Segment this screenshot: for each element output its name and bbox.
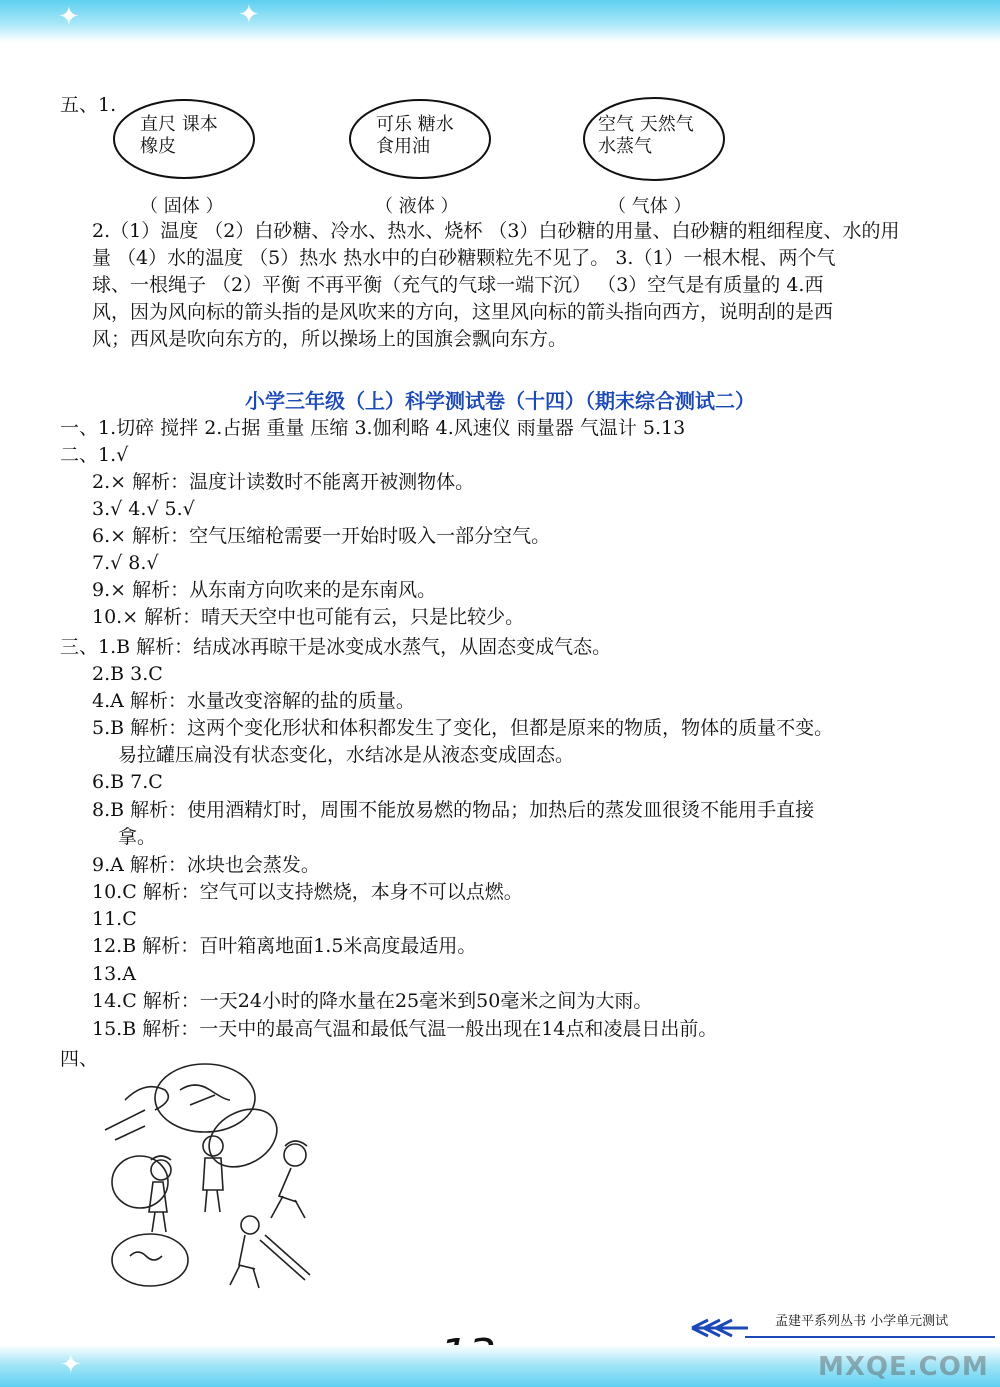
oval-line2: 食用油 xyxy=(376,136,430,157)
oval-shape xyxy=(112,98,256,180)
answer-line: 10.× 解析：晴天天空中也可能有云，只是比较少。 xyxy=(92,606,525,628)
section5-line: 风，因为风向标的箭头指的是风吹来的方向，这里风向标的箭头指向西方，说明刮的是西 xyxy=(92,301,834,323)
answer-line: 一、1.切碎 搅拌 2.占据 重量 压缩 3.伽利略 4.风速仪 雨量器 气温计 5.13 xyxy=(60,417,686,439)
section5-line: 量 （4）水的温度 （5）热水 热水中的白砂糖颗粒先不见了。 3.（1）一根木棍、两个气 xyxy=(92,247,836,269)
answer-line: 9.× 解析：从东南方向吹来的是东南风。 xyxy=(92,579,437,601)
oval-line2: 橡皮 xyxy=(140,136,176,157)
answer-line: 12.B 解析：百叶箱离地面1.5米高度最适用。 xyxy=(92,935,477,957)
oval-line1: 空气 天然气 xyxy=(598,114,694,135)
oval-solid xyxy=(112,98,256,180)
answer-line: 2.× 解析：温度计读数时不能离开被测物体。 xyxy=(92,471,475,493)
answer-line: 2.B 3.C xyxy=(92,663,163,685)
footer-rule xyxy=(745,1336,995,1338)
answer-line: 10.C 解析：空气可以支持燃烧，本身不可以点燃。 xyxy=(92,881,523,903)
answer-line: 15.B 解析：一天中的最高气温和最低气温一般出现在14点和凌晨日出前。 xyxy=(92,1018,718,1040)
answer-line: 二、1.√ xyxy=(60,444,129,466)
section5-label: 五、1. xyxy=(60,94,117,116)
answer-line: 4.A 解析：水量改变溶解的盐的质量。 xyxy=(92,690,415,712)
answer-line: 6.B 7.C xyxy=(92,771,163,793)
test-title: 小学三年级（上）科学测试卷（十四）（期末综合测试二） xyxy=(245,389,755,413)
answer-line: 13.A xyxy=(92,963,136,985)
children-illustration xyxy=(95,1060,355,1300)
answer-line: 6.× 解析：空气压缩枪需要一开始时吸入一部分空气。 xyxy=(92,525,551,547)
watermark: MXQE.COM xyxy=(818,1352,989,1382)
caption-liquid: （ 液体 ） xyxy=(375,196,459,217)
answer-line: 11.C xyxy=(92,908,137,930)
answer-line: 三、1.B 解析：结成冰再晾干是冰变成水蒸气，从固态变成气态。 xyxy=(60,636,612,658)
section4-label: 四、 xyxy=(60,1048,99,1070)
answer-line: 7.√ 8.√ xyxy=(92,552,159,574)
sparkle-icon: ✦ xyxy=(60,1350,82,1380)
section5-line: 风；西风是吹向东方的，所以操场上的国旗会飘向东方。 xyxy=(92,328,568,350)
answer-line: 8.B 解析：使用酒精灯时，周围不能放易燃的物品；加热后的蒸发皿很烫不能用手直接 xyxy=(92,799,815,821)
top-decorative-band xyxy=(0,0,1000,42)
oval-line2: 水蒸气 xyxy=(598,136,652,157)
answer-line: 9.A 解析：冰块也会蒸发。 xyxy=(92,854,320,876)
answer-line: 14.C 解析：一天24小时的降水量在25毫米到50毫米之间为大雨。 xyxy=(92,990,653,1012)
oval-liquid xyxy=(348,98,492,180)
answer-line: 3.√ 4.√ 5.√ xyxy=(92,498,195,520)
footer-series-text: 孟建平系列丛书 小学单元测试 xyxy=(775,1314,949,1329)
arrow-icon xyxy=(690,1318,750,1340)
oval-line1: 直尺 课本 xyxy=(140,114,218,135)
oval-line1: 可乐 糖水 xyxy=(376,114,454,135)
sparkle-icon: ✦ xyxy=(58,2,80,32)
section5-line: 2.（1）温度 （2）白砂糖、冷水、热水、烧杯 （3）白砂糖的用量、白砂糖的粗细程度、水的用 xyxy=(92,220,900,242)
oval-gas xyxy=(582,96,726,182)
answer-line: 5.B 解析：这两个变化形状和体积都发生了变化，但都是原来的物质，物体的质量不变。 xyxy=(92,717,834,739)
section5-line: 球、一根绳子 （2）平衡 不再平衡（充气的气球一端下沉） （3）空气是有质量的 4.西 xyxy=(92,274,824,296)
answer-line: 拿。 xyxy=(118,826,157,848)
caption-solid: （ 固体 ） xyxy=(140,196,224,217)
sparkle-icon: ✦ xyxy=(238,0,260,30)
caption-gas: （ 气体 ） xyxy=(608,196,692,217)
answer-line: 易拉罐压扁没有状态变化，水结冰是从液态变成固态。 xyxy=(118,744,575,766)
